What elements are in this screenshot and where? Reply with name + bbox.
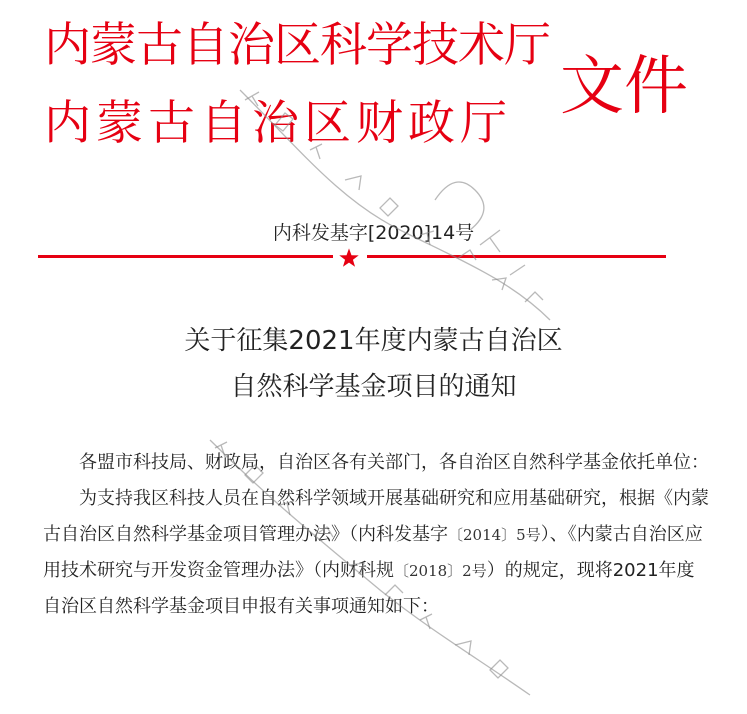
issuer-line-2: 内蒙古自治区财政厅 [44, 96, 512, 151]
official-seal [180, 30, 580, 370]
notice-title-line-1: 关于征集2021年度内蒙古自治区 [184, 326, 563, 356]
paragraph-1-part-b: ）、《内蒙古自治区应用技术研究与开发资金管理办法》（内财科规 [43, 524, 703, 581]
regulation-reference-1: 〔2014〕5号 [448, 526, 541, 544]
issuer-line-1: 内蒙古自治区科学技术厅 [44, 18, 550, 73]
document-type: 文件 [560, 50, 688, 124]
paragraph-1 [43, 481, 711, 625]
star-icon [338, 247, 360, 269]
notice-body [43, 445, 711, 625]
notice-title-line-2: 自然科学基金项目的通知 [230, 372, 517, 402]
salutation: 各盟市科技局、财政局，自治区各有关部门，各自治区自然科学基金依托单位： [79, 452, 709, 473]
paragraph-1-part-a: 为支持我区科技人员在自然科学领域开展基础研究和应用基础研究，根据《内蒙古自治区自然科学基金项目管理办法》（内科发基字 [43, 488, 709, 545]
paragraph-1-part-c: ）的规定，现将2021年度自治区自然科学基金项目申报有关事项通知如下： [43, 560, 695, 617]
document-number: 内科发基字[2020]14号 [272, 222, 475, 244]
header-rule-right [367, 255, 666, 258]
regulation-reference-2: 〔2018〕2号 [394, 562, 487, 580]
header-rule-left [38, 255, 333, 258]
